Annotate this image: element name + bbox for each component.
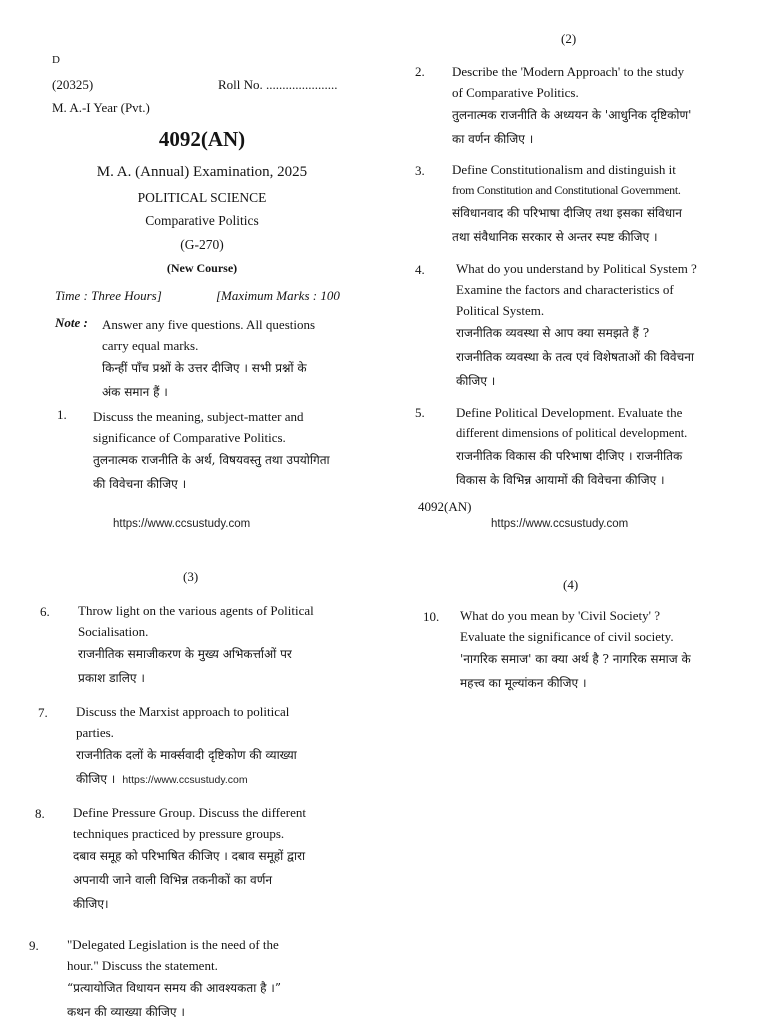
q7-en-line: Discuss the Marxist approach to political — [76, 704, 290, 719]
subject-title: POLITICAL SCIENCE — [137, 190, 267, 205]
q2-hi-line: का वर्णन कीजिए । — [452, 132, 534, 146]
time-label: Time : Three Hours] — [55, 288, 162, 303]
q1-en-line: significance of Comparative Politics. — [93, 430, 286, 445]
q2-en-line: of Comparative Politics. — [452, 85, 579, 100]
question-8 — [73, 802, 358, 916]
question-10 — [460, 605, 745, 695]
q8-en-line: techniques practiced by pressure groups. — [73, 826, 285, 841]
q8-hi-line: कीजिए। — [73, 897, 109, 911]
corner-mark: D — [52, 54, 60, 66]
q10-en-line: Evaluate the significance of civil society. — [460, 629, 674, 644]
note-en-line: carry equal marks. — [102, 338, 199, 353]
q1-hi-line: तुलनात्मक राजनीति के अर्थ, विषयवस्तु तथा उपयोगिता — [93, 453, 330, 467]
max-marks-label: [Maximum Marks : 100 — [216, 288, 340, 303]
question-number-6: 6. — [40, 604, 50, 619]
question-3 — [452, 159, 737, 249]
q10-hi-line: महत्त्व का मूल्यांकन कीजिए । — [460, 676, 587, 690]
q9-en-line: hour." Discuss the statement. — [67, 958, 218, 973]
website-url: https://www.ccsustudy.com — [122, 774, 248, 786]
question-4 — [456, 258, 741, 393]
question-number-1: 1. — [57, 407, 67, 422]
question-7 — [76, 701, 361, 791]
question-5 — [456, 402, 741, 492]
q7-hi-line: कीजिए । — [76, 772, 116, 786]
question-number-7: 7. — [38, 705, 48, 720]
q7-en-line: parties. — [76, 725, 114, 740]
q9-hi-line: कथन की व्याख्या कीजिए । — [67, 1005, 185, 1019]
question-number-9: 9. — [29, 938, 39, 953]
footer-exam-code: 4092(AN) — [418, 499, 472, 514]
course-label: (New Course) — [166, 261, 238, 275]
note-en-line: Answer any five questions. All questions — [102, 317, 316, 332]
q1-hi-line: की विवेचना कीजिए । — [93, 477, 187, 491]
q4-en-line: What do you understand by Political System ? — [456, 261, 697, 276]
year-label: M. A.-I Year (Pvt.) — [52, 100, 150, 115]
page-number: (4) — [563, 577, 579, 592]
q4-en-line: Examine the factors and characteristics of — [456, 282, 674, 297]
q2-hi-line: तुलनात्मक राजनीति के अध्ययन के 'आधुनिक दृष्टिकोण' — [452, 108, 692, 122]
q5-en-line: Define Political Development. Evaluate the — [456, 405, 683, 420]
q3-en-line: Define Constitutionalism and distinguish it — [452, 162, 676, 177]
question-number-4: 4. — [415, 262, 425, 277]
q5-hi-line: विकास के विभिन्न आयामों की विवेचना कीजिए । — [456, 473, 665, 487]
q7-last-line — [76, 767, 361, 791]
note-hi-line: किन्हीं पाँच प्रश्नों के उत्तर दीजिए । सभी प्रश्नों के — [102, 361, 307, 375]
page-number: (3) — [183, 569, 199, 584]
q8-hi-line: दबाव समूह को परिभाषित कीजिए । दबाव समूहों द्वारा — [73, 849, 306, 863]
roll-number: Roll No. ...................... — [218, 77, 338, 92]
q6-hi-line: प्रकाश डालिए । — [78, 671, 145, 685]
exam-title: M. A. (Annual) Examination, 2025 — [96, 164, 308, 180]
question-number-10: 10. — [423, 609, 440, 624]
question-6 — [78, 600, 363, 690]
q3-hi-line: संविधानवाद की परिभाषा दीजिए तथा इसका संविधान — [452, 206, 682, 220]
question-number-8: 8. — [35, 806, 45, 821]
note-text — [102, 314, 387, 404]
question-number-2: 2. — [415, 64, 425, 79]
question-number-5: 5. — [415, 405, 425, 420]
q3-en-line: from Constitution and Constitutional Government. — [452, 183, 681, 197]
q4-hi-line: राजनीतिक व्यवस्था से आप क्या समझते हैं ? — [456, 326, 650, 340]
website-url: https://www.ccsustudy.com — [491, 518, 629, 530]
note-hi-line: अंक समान हैं । — [102, 385, 168, 399]
q5-hi-line: राजनीतिक विकास की परिभाषा दीजिए । राजनीतिक — [456, 449, 683, 463]
q1-en-line: Discuss the meaning, subject-matter and — [93, 409, 304, 424]
question-1 — [93, 406, 378, 496]
q6-hi-line: राजनीतिक समाजीकरण के मुख्य अभिकर्त्ताओं पर — [78, 647, 292, 661]
page-number: (2) — [561, 31, 577, 46]
paper-title: Comparative Politics — [145, 213, 259, 228]
website-url: https://www.ccsustudy.com — [113, 518, 251, 530]
q3-hi-line: तथा संवैधानिक सरकार से अन्तर स्पष्ट कीजिए । — [452, 230, 658, 244]
paper-code: (20325) — [52, 77, 94, 92]
q8-hi-line: अपनायी जाने वाली विभिन्न तकनीकों का वर्णन — [73, 873, 273, 887]
question-9 — [67, 934, 352, 1024]
q6-en-line: Socialisation. — [78, 624, 149, 639]
q4-hi-line: राजनीतिक व्यवस्था के तत्व एवं विशेषताओं की विवेचना — [456, 350, 694, 364]
paper-code-g: (G-270) — [180, 237, 224, 252]
q4-hi-line: कीजिए । — [456, 374, 496, 388]
q8-en-line: Define Pressure Group. Discuss the different — [73, 805, 306, 820]
q10-hi-line: 'नागरिक समाज' का क्या अर्थ है ? नागरिक समाज के — [460, 652, 691, 666]
question-number-3: 3. — [415, 163, 425, 178]
question-2 — [452, 61, 737, 151]
q7-hi-line: राजनीतिक दलों के मार्क्सवादी दृष्टिकोण की व्याख्या — [76, 748, 297, 762]
note-label: Note : — [55, 315, 88, 330]
q6-en-line: Throw light on the various agents of Political — [78, 603, 314, 618]
exam-code-heading: 4092(AN) — [158, 127, 246, 151]
q5-en-line: different dimensions of political development. — [456, 426, 688, 440]
q9-en-line: "Delegated Legislation is the need of the — [67, 937, 279, 952]
q4-en-line: Political System. — [456, 303, 545, 318]
q9-hi-line: “प्रत्यायोजित विधायन समय की आवश्यकता है ।” — [67, 981, 281, 995]
q10-en-line: What do you mean by 'Civil Society' ? — [460, 608, 661, 623]
q2-en-line: Describe the 'Modern Approach' to the study — [452, 64, 685, 79]
